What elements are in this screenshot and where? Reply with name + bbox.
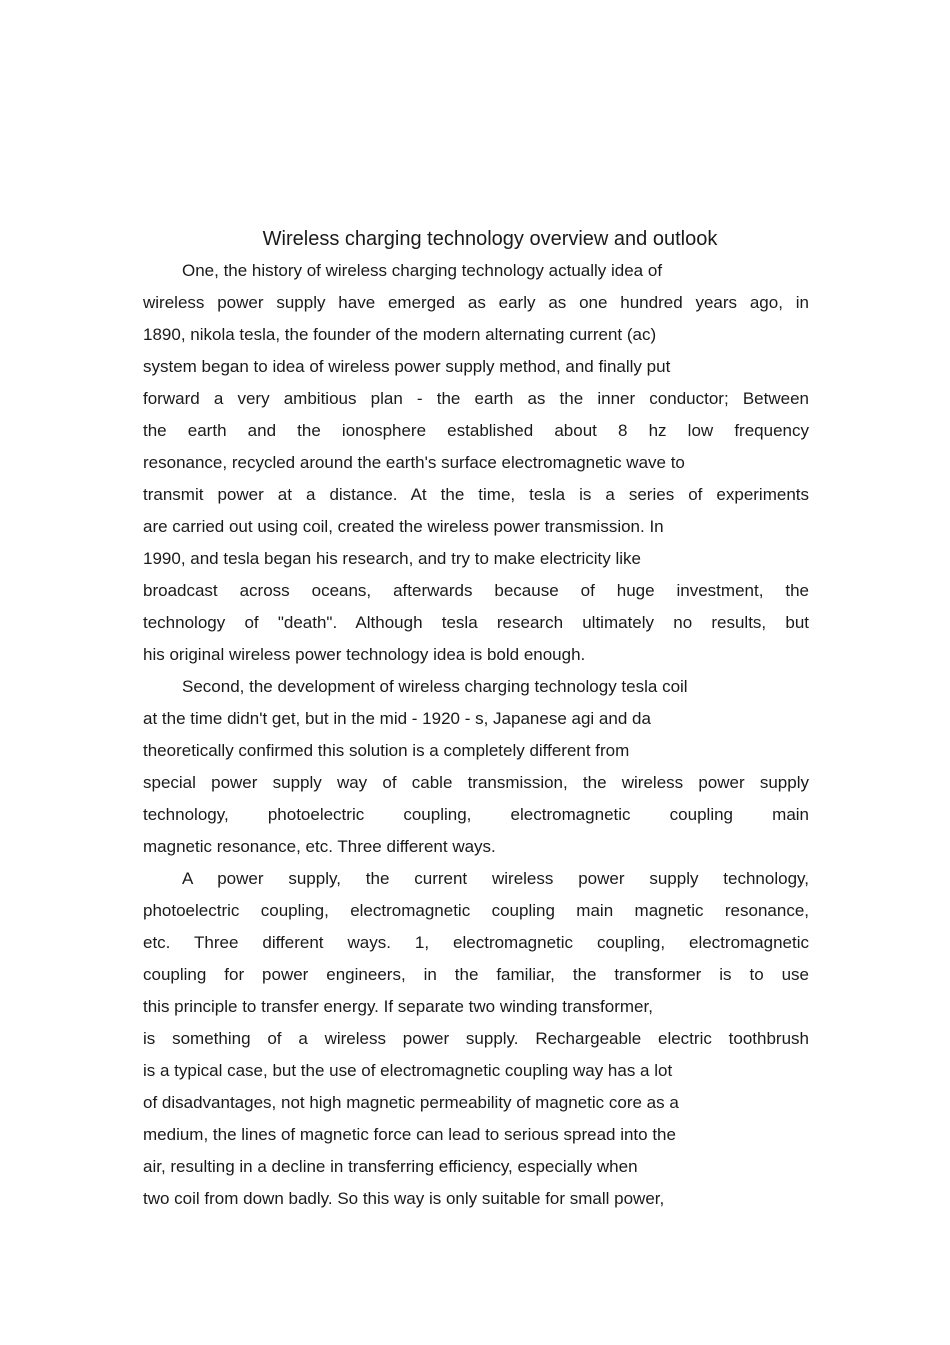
text-line: One, the history of wireless charging technology actually idea of	[182, 261, 663, 280]
text-line: of disadvantages, not high magnetic permeability of magnetic core as a	[143, 1093, 679, 1112]
text-line: broadcast across oceans, afterwards because of huge investment, the	[143, 581, 809, 600]
text-line: special power supply way of cable transmission, the wireless power supply	[143, 773, 809, 792]
text-line: etc. Three different ways. 1, electromagnetic coupling, electromagnetic	[143, 933, 809, 952]
text-line: coupling for power engineers, in the familiar, the transformer is to use	[143, 965, 809, 984]
text-line: 1990, and tesla began his research, and try to make electricity like	[143, 549, 641, 568]
text-line: medium, the lines of magnetic force can lead to serious spread into the	[143, 1125, 676, 1144]
text-line: at the time didn't get, but in the mid - 1920 - s, Japanese agi and da	[143, 709, 651, 728]
text-line: air, resulting in a decline in transferring efficiency, especially when	[143, 1157, 638, 1176]
text-line: system began to idea of wireless power supply method, and finally put	[143, 357, 671, 376]
text-line: is a typical case, but the use of electromagnetic coupling way has a lot	[143, 1061, 673, 1080]
text-line: Second, the development of wireless charging technology tesla coil	[182, 677, 688, 696]
text-line: is something of a wireless power supply. Rechargeable electric toothbrush	[143, 1029, 809, 1048]
text-line: resonance, recycled around the earth's surface electromagnetic wave to	[143, 453, 685, 472]
text-line: technology, photoelectric coupling, electromagnetic coupling main	[143, 805, 809, 824]
text-line: the earth and the ionosphere established about 8 hz low frequency	[143, 421, 809, 440]
text-line: magnetic resonance, etc. Three different ways.	[143, 837, 496, 856]
text-line: transmit power at a distance. At the time, tesla is a series of experiments	[143, 485, 809, 504]
text-line: wireless power supply have emerged as early as one hundred years ago, in	[143, 293, 809, 312]
text-line: his original wireless power technology idea is bold enough.	[143, 645, 586, 664]
text-line: are carried out using coil, created the wireless power transmission. In	[143, 517, 664, 536]
document-title: Wireless charging technology overview and outlook	[262, 228, 718, 250]
text-line: this principle to transfer energy. If separate two winding transformer,	[143, 997, 653, 1016]
text-line: theoretically confirmed this solution is a completely different from	[143, 741, 630, 760]
text-line: two coil from down badly. So this way is only suitable for small power,	[143, 1189, 665, 1208]
text-line: 1890, nikola tesla, the founder of the modern alternating current (ac)	[143, 325, 657, 344]
text-line: forward a very ambitious plan - the earth as the inner conductor; Between	[143, 389, 809, 408]
text-line: technology of "death". Although tesla research ultimately no results, but	[143, 613, 809, 632]
text-line: A power supply, the current wireless power supply technology,	[182, 869, 809, 888]
text-line: photoelectric coupling, electromagnetic coupling main magnetic resonance,	[143, 901, 809, 920]
